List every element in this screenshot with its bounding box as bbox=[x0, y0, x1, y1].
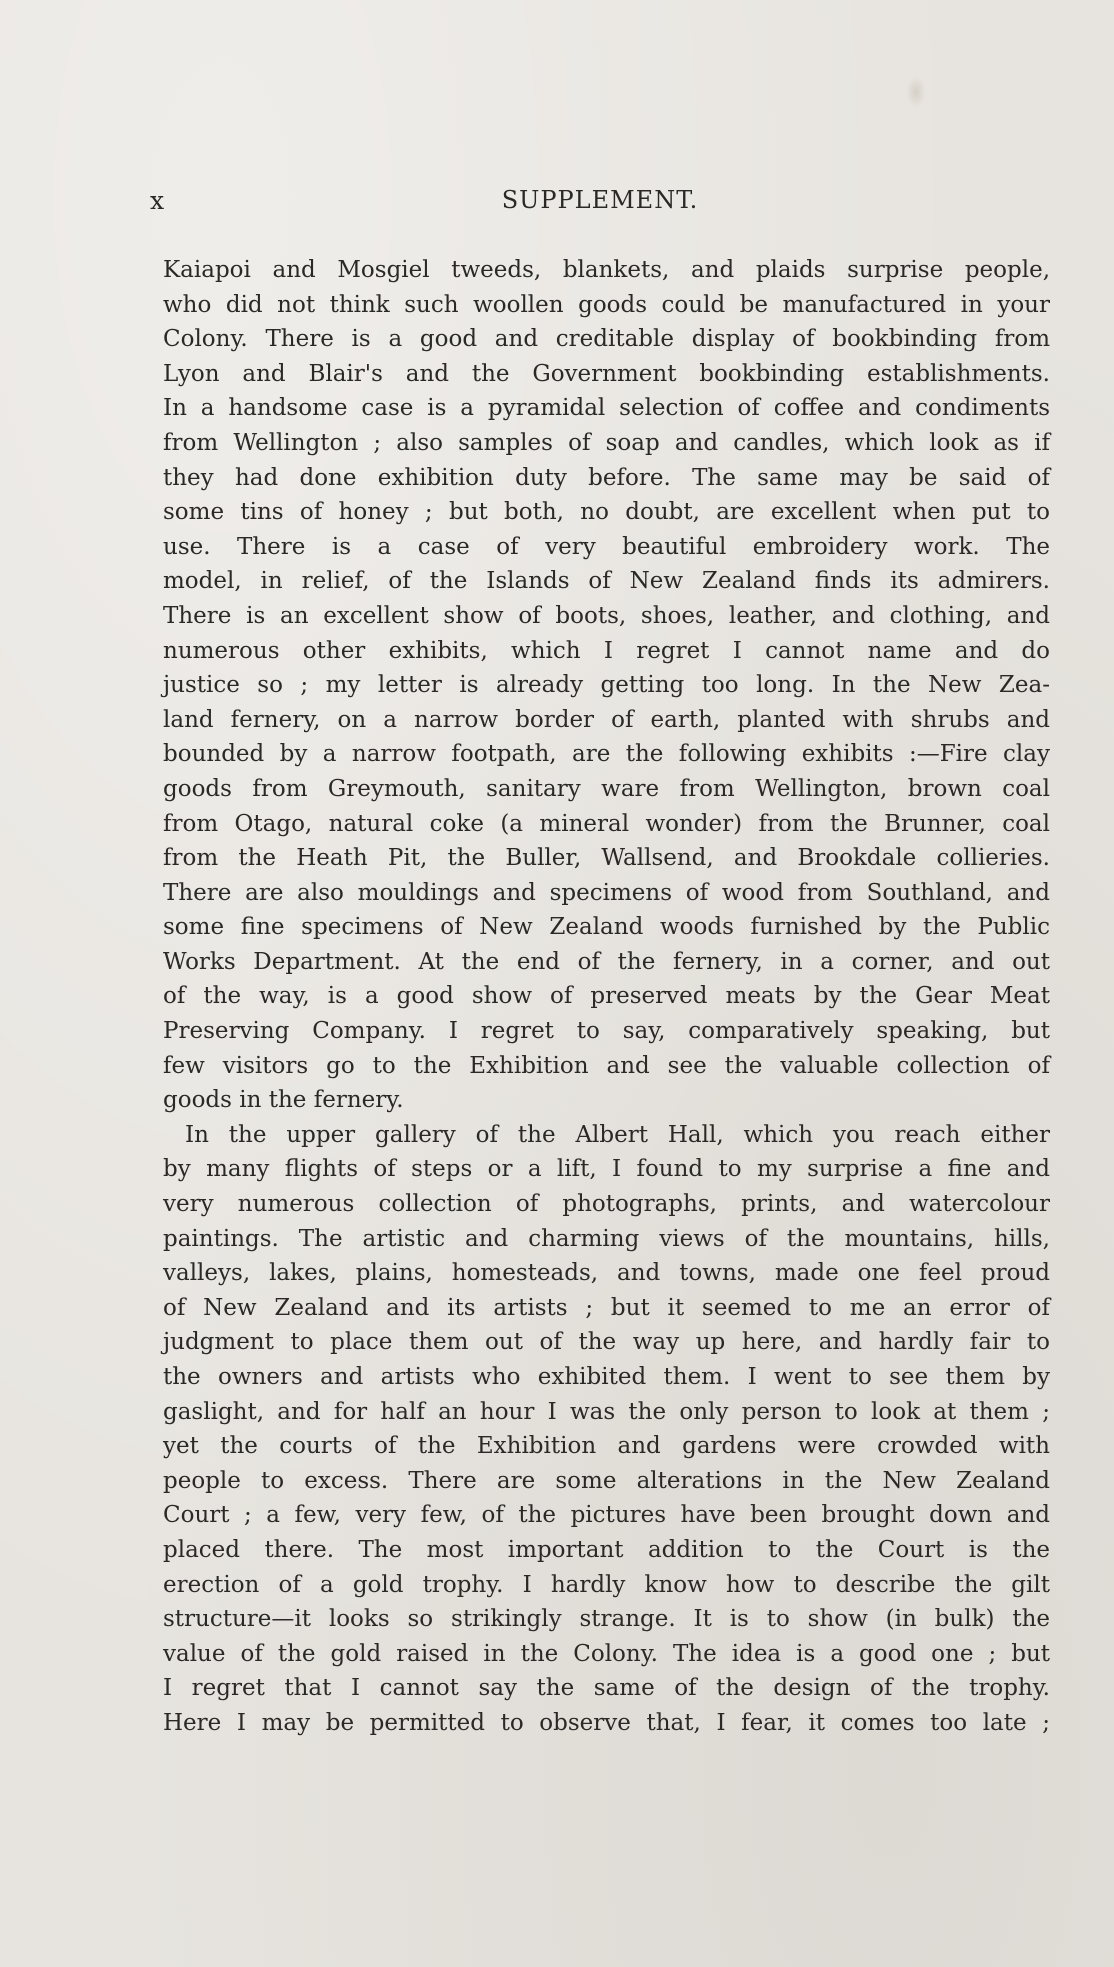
body-text bbox=[163, 253, 1050, 1741]
page-header bbox=[150, 186, 1050, 226]
text-line: In the upper gallery of the Albert Hall, which you reach either bbox=[185, 1121, 1050, 1148]
text-line: who did not think such woollen goods could be manufactured in your bbox=[163, 291, 1050, 318]
text-line: Court ; a few, very few, of the pictures have been brought down and bbox=[163, 1502, 1050, 1529]
text-line: Here I may be permitted to observe that, I fear, it comes too late ; bbox=[163, 1709, 1050, 1736]
text-line: Works Department. At the end of the fernery, in a corner, and out bbox=[163, 948, 1050, 975]
text-line: land fernery, on a narrow border of earth, planted with shrubs and bbox=[163, 706, 1050, 733]
text-line: Kaiapoi and Mosgiel tweeds, blankets, and plaids surprise people, bbox=[163, 257, 1050, 283]
text-line: yet the courts of the Exhibition and gardens were crowded with bbox=[163, 1433, 1050, 1460]
paper-stain bbox=[906, 76, 926, 108]
text-line: some tins of honey ; but both, no doubt, are excellent when put to bbox=[163, 499, 1050, 526]
text-line: very numerous collection of photographs, prints, and watercolour bbox=[163, 1191, 1050, 1218]
text-line: value of the gold raised in the Colony. The idea is a good one ; but bbox=[163, 1640, 1050, 1667]
text-line: from the Heath Pit, the Buller, Wallsend, and Brookdale collieries. bbox=[163, 845, 1050, 872]
text-line: few visitors go to the Exhibition and see the valuable collection of bbox=[163, 1052, 1050, 1079]
text-line: judgment to place them out of the way up here, and hardly fair to bbox=[163, 1329, 1050, 1356]
text-line: structure—it looks so strikingly strange. It is to show (in bulk) the bbox=[163, 1606, 1050, 1633]
text-line: people to excess. There are some alterations in the New Zealand bbox=[163, 1467, 1050, 1494]
text-line: Colony. There is a good and creditable display of bookbinding from bbox=[163, 326, 1050, 353]
text-line: of New Zealand and its artists ; but it seemed to me an error of bbox=[163, 1294, 1050, 1321]
text-line: from Otago, natural coke (a mineral wonder) from the Brunner, coal bbox=[163, 810, 1050, 837]
running-head: SUPPLEMENT. bbox=[501, 186, 699, 214]
text-line: There are also mouldings and specimens of wood from Southland, and bbox=[163, 879, 1050, 906]
text-line: they had done exhibition duty before. The same may be said of bbox=[163, 464, 1050, 491]
text-line: Lyon and Blair's and the Government bookbinding establishments. bbox=[163, 360, 1050, 387]
text-line: Preserving Company. I regret to say, comparatively speaking, but bbox=[163, 1018, 1050, 1045]
text-line: goods from Greymouth, sanitary ware from Wellington, brown coal bbox=[163, 775, 1050, 802]
text-line: paintings. The artistic and charming views of the mountains, hills, bbox=[163, 1225, 1050, 1252]
text-line: erection of a gold trophy. I hardly know how to describe the gilt bbox=[163, 1571, 1050, 1598]
text-line: I regret that I cannot say the same of the design of the trophy. bbox=[163, 1675, 1050, 1702]
text-line: gaslight, and for half an hour I was the only person to look at them ; bbox=[163, 1398, 1050, 1425]
page-number: x bbox=[150, 186, 166, 215]
text-line: placed there. The most important addition to the Court is the bbox=[163, 1536, 1050, 1563]
text-line: from Wellington ; also samples of soap and candles, which look as if bbox=[163, 429, 1050, 456]
text-line: goods in the fernery. bbox=[163, 1087, 404, 1114]
text-line: bounded by a narrow footpath, are the following exhibits :—Fire clay bbox=[163, 741, 1050, 768]
text-line: use. There is a case of very beautiful embroidery work. The bbox=[163, 533, 1050, 560]
text-line: justice so ; my letter is already getting too long. In the New Zea- bbox=[163, 672, 1050, 699]
text-line: by many flights of steps or a lift, I found to my surprise a fine and bbox=[163, 1156, 1050, 1183]
text-line: the owners and artists who exhibited them. I went to see them by bbox=[163, 1364, 1050, 1390]
text-line: some fine specimens of New Zealand woods furnished by the Public bbox=[163, 914, 1050, 941]
text-line: valleys, lakes, plains, homesteads, and towns, made one feel proud bbox=[163, 1260, 1050, 1287]
text-line: In a handsome case is a pyramidal selection of coffee and condiments bbox=[163, 395, 1050, 422]
text-line: of the way, is a good show of preserved meats by the Gear Meat bbox=[163, 983, 1050, 1010]
text-line: There is an excellent show of boots, shoes, leather, and clothing, and bbox=[163, 602, 1050, 629]
text-line: model, in relief, of the Islands of New Zealand finds its admirers. bbox=[163, 568, 1050, 595]
text-line: numerous other exhibits, which I regret I cannot name and do bbox=[163, 637, 1050, 664]
